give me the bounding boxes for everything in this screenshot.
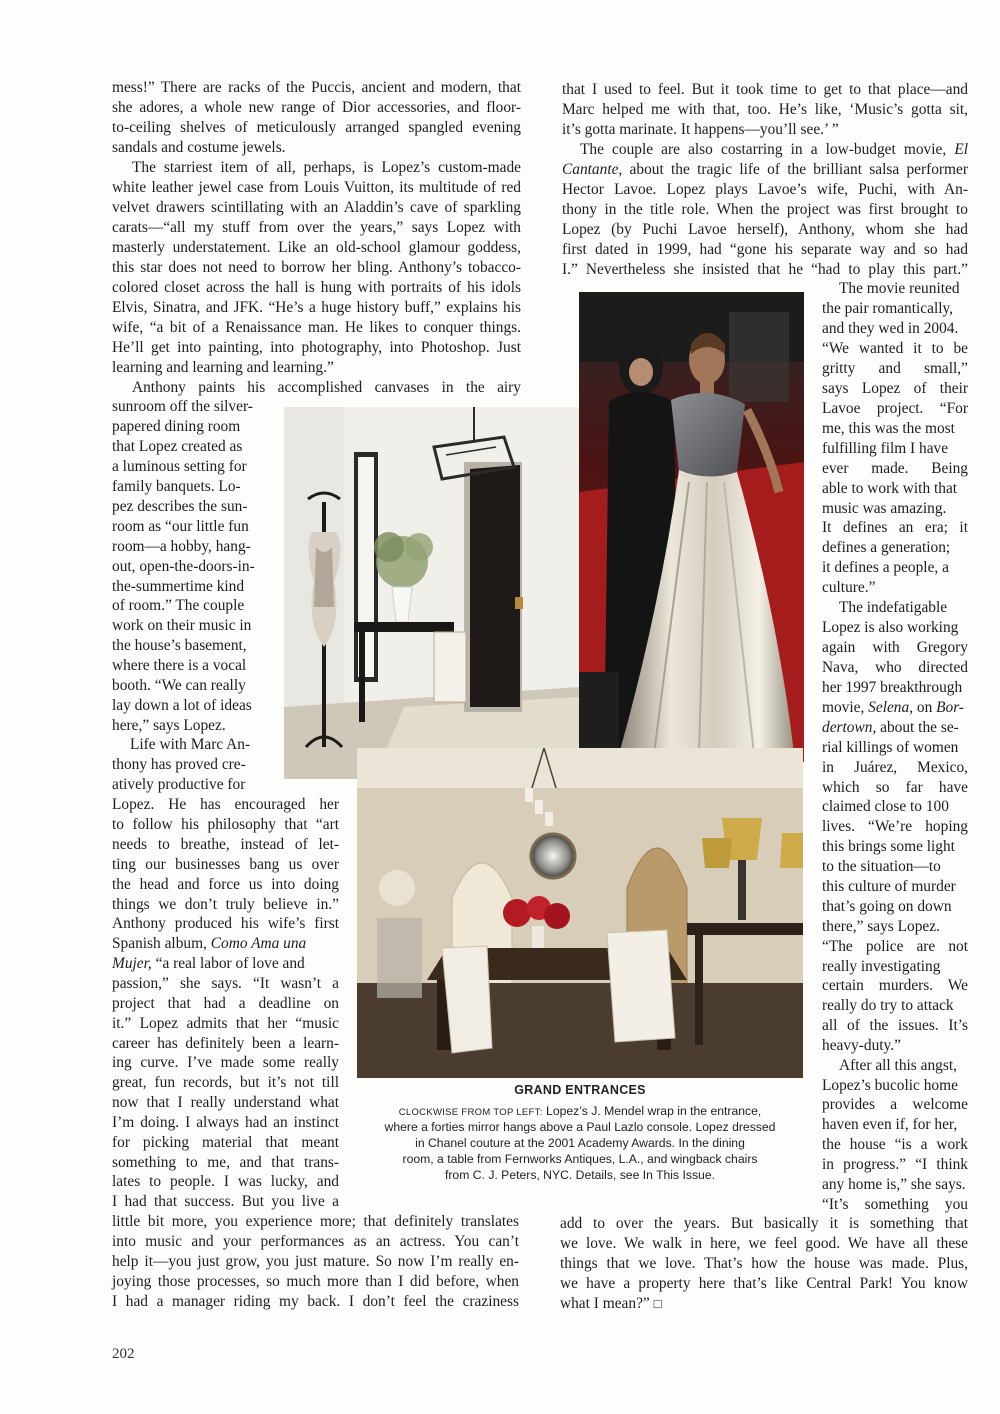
text-line: I had that success. But you live a	[112, 1193, 339, 1210]
text-line: Anthony paints his accomplished canvases in the airy	[132, 379, 521, 396]
text-line: me, this was the most	[822, 420, 955, 437]
text-line: thony has proved cre-	[112, 756, 246, 773]
text-line: ever made. Being	[822, 460, 968, 477]
text-line: the house’s basement,	[112, 637, 247, 654]
movie-title-end: dertown,	[822, 719, 877, 736]
text-line: Lopez is also working	[822, 619, 959, 636]
text-line: colored closet across the hall is hung with portraits of his idols	[112, 279, 521, 296]
text-line: lives. “We’re hoping	[822, 818, 968, 835]
text-line: carats—“all my stuff from over the years,” says Lopez with	[112, 219, 521, 236]
text-line: there,” says Lopez.	[822, 918, 940, 935]
caption-line: from C. J. Peters, NYC. Details, see In This Issue.	[444, 1168, 716, 1182]
caption-line: in Chanel couture at the 2001 Academy Awards. In the dining	[415, 1136, 745, 1150]
album-title-end: Mujer,	[112, 955, 152, 972]
text-line: where there is a vocal	[112, 657, 247, 674]
text-line: music was amazing.	[822, 500, 947, 517]
text-line: I’m doing. I always had an instinct	[112, 1114, 339, 1131]
movie-title: Selena,	[868, 699, 914, 716]
text-line: the house “is a work	[822, 1136, 968, 1153]
text-line: Lavoe project. “For	[822, 400, 968, 417]
text-line: “The police are not	[822, 938, 968, 955]
text-line: It defines an era; it	[822, 519, 968, 536]
text-line	[822, 698, 964, 718]
text-line: Elvis, Sinatra, and JFK. “He’s a huge history buff,” explains his	[112, 299, 521, 316]
text-line: certain murders. We	[822, 977, 968, 994]
end-mark-icon: □	[653, 1296, 662, 1311]
text-line: fulfilling film I have	[822, 440, 949, 457]
text-line: now that I really understand what	[112, 1094, 339, 1111]
caption-line: room, a table from Fernworks Antiques, L.A., and wingback chairs	[402, 1152, 758, 1166]
text-line: After all this angst,	[839, 1057, 957, 1074]
text-line: that I used to feel. But it took time to get to that place—and	[562, 81, 968, 98]
text-line: “It’s something you	[822, 1196, 968, 1213]
text-line: Life with Marc An-	[130, 736, 251, 753]
text-line: thony in the title role. When the project was first brought to	[562, 201, 968, 218]
text-line: able to work with that	[822, 480, 958, 497]
text-line: papered dining room	[112, 418, 241, 435]
text-run: on	[913, 699, 937, 716]
text-line: claimed close to 100	[822, 798, 949, 815]
text-line: in progress.” “I think	[822, 1156, 968, 1173]
text-line: family banquets. Lo-	[112, 478, 241, 495]
text-line: pez describes the sun-	[112, 498, 248, 515]
text-line: we have a property here that’s like Central Park! You know	[560, 1275, 968, 1292]
text-line: all of the issues. It’s	[822, 1017, 968, 1034]
dining-room-photo	[357, 748, 803, 1078]
text-line: for picking material that meant	[112, 1134, 339, 1151]
movie-title: El	[954, 141, 968, 158]
text-line: Lopez’s bucolic home	[822, 1077, 958, 1094]
text-line: ting our businesses bang us over	[112, 856, 339, 873]
text-line	[822, 718, 959, 738]
text-line: first dated in 1999, had “gone his separate way and so had	[562, 241, 968, 258]
text-line: she adores, a whole new range of Dior accessories, and floor-	[112, 99, 521, 116]
text-line: Hector Lavoe. Lopez plays Lavoe’s wife, Puchi, with An-	[562, 181, 968, 198]
text-line: and they wed in 2004.	[822, 320, 959, 337]
text-line: it’s gotta marinate. It happens—you’ll see.’ ”	[562, 121, 839, 138]
text-line: culture.”	[822, 579, 876, 596]
caption-line: where a forties mirror hangs above a Paul Lazlo console. Lopez dressed	[384, 1120, 776, 1134]
text-line	[580, 140, 968, 160]
text-run: Lopez’s J. Mendel wrap in the entrance,	[542, 1104, 762, 1118]
text-line: room as “our little fun	[112, 518, 249, 535]
text-line: sunroom off the silver-	[112, 398, 253, 415]
text-run: Spanish album,	[112, 935, 211, 952]
text-line: of room.” The couple	[112, 597, 245, 614]
text-line: sandals and costume jewels.	[112, 139, 286, 156]
text-line	[562, 160, 968, 180]
text-line: into music and your performances as an actress. You can’t	[112, 1233, 519, 1250]
text-line: masterly understatement. Like an old-school glamour goddess,	[112, 239, 521, 256]
text-line: really investigating	[822, 958, 941, 975]
text-line: to the situation—to	[822, 858, 941, 875]
text-line: says Lopez of their	[822, 380, 968, 397]
text-line: booth. “We can really	[112, 677, 246, 694]
text-line: learning and learning and learning.”	[112, 359, 334, 376]
text-line: Nava, who directed	[822, 659, 968, 676]
text-line: project that had a deadline on	[112, 995, 339, 1012]
text-line: the pair romantically,	[822, 300, 954, 317]
caption-title: GRAND ENTRANCES	[514, 1083, 646, 1097]
text-line: really do try to attack	[822, 997, 954, 1014]
text-line: to follow his philosophy that “art	[112, 816, 339, 833]
text-line: we love. We walk in here, we feel good. We have all these	[560, 1235, 968, 1252]
text-line: her 1997 breakthrough	[822, 679, 963, 696]
entrance-photo	[284, 407, 579, 779]
text-line	[112, 934, 306, 954]
text-run: about the se-	[876, 719, 959, 736]
text-line: rial killings of women	[822, 739, 959, 756]
text-line: it.” Lopez admits that her “music	[112, 1015, 339, 1032]
text-line: out, open-the-doors-in-	[112, 558, 255, 575]
text-line: heavy-duty.”	[822, 1037, 901, 1054]
text-line: The indefatigable	[839, 599, 948, 616]
red-carpet-photo	[579, 292, 804, 762]
text-line: room—a hobby, hang-	[112, 538, 251, 555]
text-line: I had a manager riding my back. I don’t feel the craziness	[112, 1293, 519, 1310]
text-line: a luminous setting for	[112, 458, 247, 475]
text-line	[560, 1294, 661, 1314]
text-line: The starriest item of all, perhaps, is Lopez’s custom-made	[132, 159, 521, 176]
text-line: defines a generation;	[822, 539, 951, 556]
text-line: little bit more, you experience more; that definitely translates	[112, 1213, 519, 1230]
text-line: white leather jewel case from Louis Vuitton, its multitude of red	[112, 179, 521, 196]
text-line	[112, 954, 305, 974]
text-line: Lopez (by Puchi Lavoe herself), Anthony, whom she had	[562, 221, 968, 238]
caption-lead: CLOCKWISE FROM TOP LEFT:	[398, 1107, 543, 1118]
text-line: He’ll get into painting, into photography, into Photoshop. Just	[112, 339, 521, 356]
text-line: I.” Nevertheless she insisted that he “had to play this part.”	[562, 261, 968, 278]
text-line: mess!” There are racks of the Puccis, ancient and modern, that	[112, 79, 521, 96]
movie-title: Bor-	[936, 699, 965, 716]
text-line: wife, “a bit of a Renaissance man. He likes to conquer things.	[112, 319, 521, 336]
text-line: Anthony produced his wife’s first	[112, 915, 339, 932]
text-line: in Juárez, Mexico,	[822, 759, 968, 776]
text-line: the head and force us into doing	[112, 876, 339, 893]
text-line: things we don’t truly believe in.”	[112, 896, 339, 913]
text-line: “We wanted it to be	[822, 340, 968, 357]
text-line: again with Gregory	[822, 639, 968, 656]
entrance-illustration	[284, 407, 579, 779]
text-line: needs to breathe, instead of let-	[112, 836, 339, 853]
text-line: passion,” she says. “It wasn’t a	[112, 975, 339, 992]
text-line: atively productive for	[112, 776, 246, 793]
text-run: movie,	[822, 699, 869, 716]
text-line: that Lopez created as	[112, 438, 243, 455]
text-line: great, fun records, but it’s not till	[112, 1074, 339, 1091]
text-run: The couple are also costarring in a low-budget movie,	[580, 141, 955, 158]
text-line: ing curve. I’ve made some really	[112, 1054, 339, 1071]
text-line: that’s going on down	[822, 898, 952, 915]
text-line: which so far have	[822, 779, 968, 796]
page-number: 202	[112, 1346, 135, 1362]
text-line: Lopez. He has encouraged her	[112, 796, 339, 813]
text-line: lates to people. I was lucky, and	[112, 1173, 339, 1190]
text-run: about the tragic life of the brilliant salsa performer	[629, 161, 968, 178]
text-line: to-ceiling shelves of meticulously arranged spangled evening	[112, 119, 521, 136]
text-line: gritty and small,”	[822, 360, 968, 377]
text-line: this star does not need to borrow her bling. Anthony’s tobacco-	[112, 259, 521, 276]
text-line: help it—you just grow, you just mature. So now I’m really en-	[112, 1253, 519, 1270]
text-line: this culture of murder	[822, 878, 956, 895]
text-line: work on their music in	[112, 617, 252, 634]
text-line: Marc helped me with that, too. He’s like, ‘Music’s gotta sit,	[562, 101, 968, 118]
movie-title-end: Cantante,	[562, 161, 623, 178]
text-line: The movie reunited	[839, 280, 960, 297]
text-line: something to me, and that trans-	[112, 1154, 339, 1171]
text-line: career has definitely been a learn-	[112, 1035, 339, 1052]
text-line: this brings some light	[822, 838, 955, 855]
text-line: any home is,” she says.	[822, 1176, 966, 1193]
album-title: Como Ama una	[210, 935, 307, 952]
text-run: what I mean?”	[560, 1295, 650, 1312]
text-line: things that we love. That’s how the house was made. Plus,	[560, 1255, 968, 1272]
text-line: the-summertime kind	[112, 578, 245, 595]
text-line: lay down a lot of ideas	[112, 697, 252, 714]
text-line: provides a welcome	[822, 1096, 968, 1113]
dining-room-illustration	[357, 748, 803, 1078]
text-line: velvet drawers scintillating with an Aladdin’s cave of sparkling	[112, 199, 521, 216]
red-carpet-illustration	[579, 292, 804, 762]
text-run: “a real labor of love and	[151, 955, 305, 972]
text-line: it defines a people, a	[822, 559, 949, 576]
text-line: haven even if, for her,	[822, 1116, 958, 1133]
text-line: here,” says Lopez.	[112, 717, 226, 734]
text-line: add to over the years. But basically it is something that	[560, 1215, 968, 1232]
text-line: joying those processes, so much more than I did before, when	[112, 1273, 519, 1290]
